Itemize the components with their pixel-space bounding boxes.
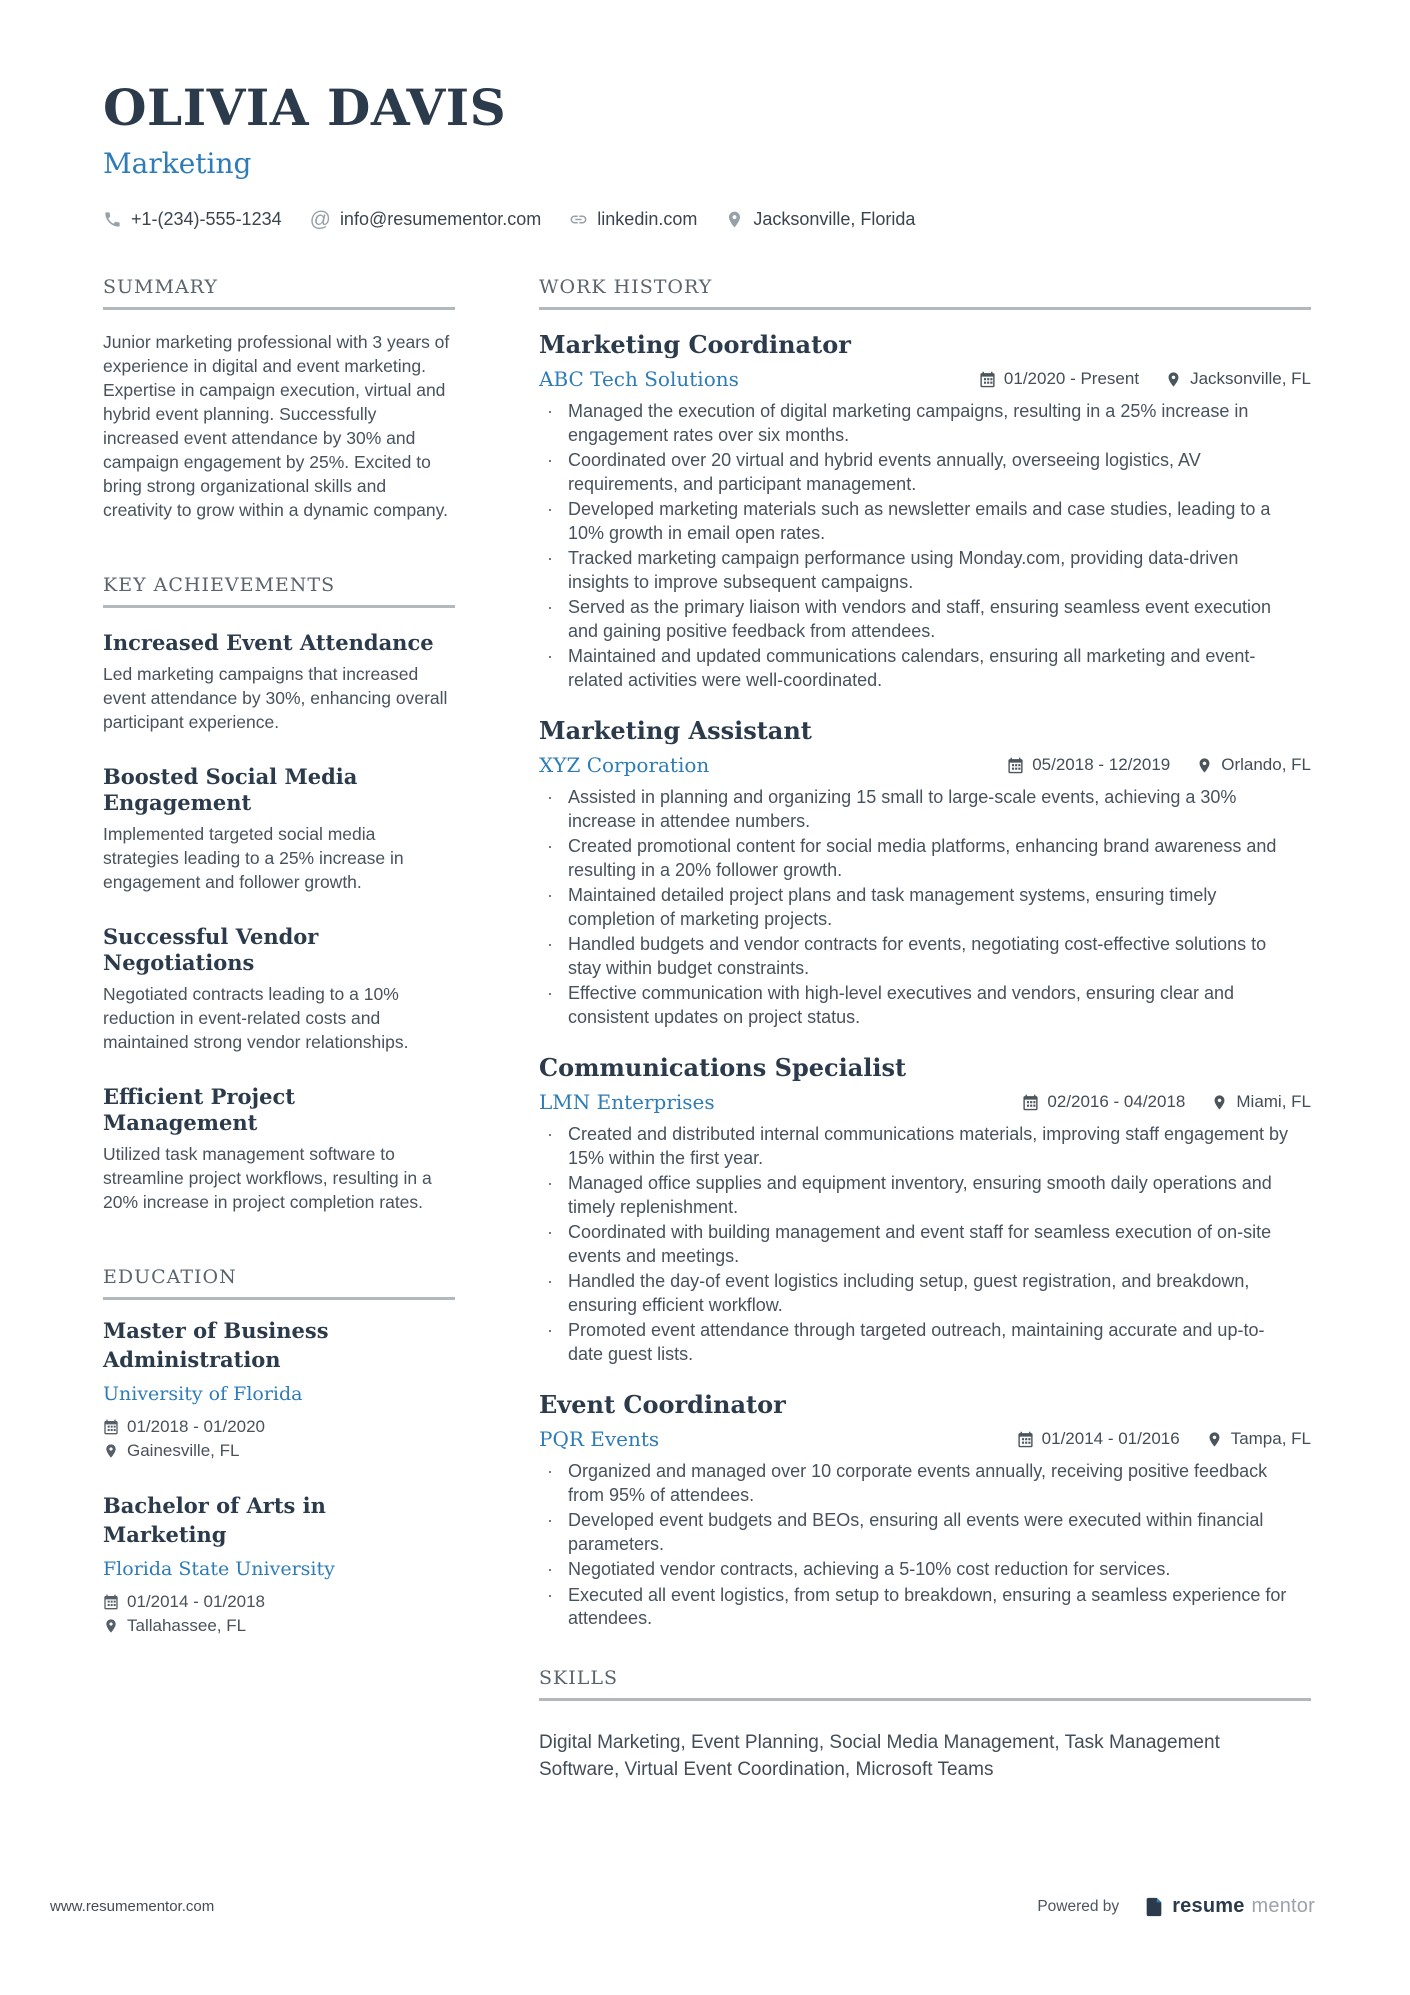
job-meta — [1022, 1092, 1311, 1112]
company-name: XYZ Corporation — [539, 753, 710, 777]
link-icon — [569, 210, 588, 229]
education-list — [103, 1316, 455, 1636]
bullet-dot: · — [547, 401, 553, 421]
job-dates: 01/2020 - Present — [1003, 369, 1140, 388]
bullet-item — [539, 449, 1311, 496]
job-location: Jacksonville, FL — [1190, 369, 1311, 388]
summary-heading: SUMMARY — [103, 276, 455, 310]
calendar-icon — [979, 371, 996, 388]
achievement-text: Negotiated contracts leading to a 10% reduction in event-related costs and maintained strong vendor relationships. — [103, 984, 409, 1052]
degree-title: Master of Business Administration — [103, 1318, 329, 1372]
bullet-item — [539, 933, 1311, 980]
bullet-item — [539, 786, 1311, 833]
bullet-dot: · — [547, 934, 553, 954]
bullet-dot: · — [547, 787, 553, 807]
contact-label: info@resumementor.com — [339, 209, 542, 229]
bullet-text: Maintained detailed project plans and task management systems, ensuring timely completion of marketing projects. — [568, 885, 1217, 929]
contact-label: linkedin.com — [597, 209, 698, 229]
calendar-icon — [103, 1594, 119, 1610]
bullet-item — [539, 1270, 1311, 1317]
job-entry — [539, 330, 1311, 692]
bullet-text: Handled the day-of event logistics including setup, guest registration, and breakdown, ensuring efficient workflow. — [568, 1271, 1250, 1315]
powered-by — [1037, 1895, 1315, 1918]
job-dates-item — [979, 369, 1139, 389]
contact-item-pin — [725, 209, 915, 230]
job-location-item — [1165, 369, 1311, 389]
bullet-text: Created and distributed internal communications materials, improving staff engagement by 15% within the first year. — [568, 1124, 1289, 1168]
bullet-text: Coordinated over 20 virtual and hybrid events annually, overseeing logistics, AV requirements, and participant management. — [568, 450, 1201, 494]
work-history-section — [539, 276, 1311, 1631]
bullet-dot: · — [547, 885, 553, 905]
calendar-icon — [1017, 1431, 1034, 1448]
key-achievements-heading: KEY ACHIEVEMENTS — [103, 574, 455, 608]
education-section — [103, 1266, 455, 1636]
company-row — [539, 752, 1311, 778]
bullet-dot: · — [547, 646, 553, 666]
job-entry — [539, 1053, 1311, 1366]
job-title: Event Coordinator — [539, 1390, 786, 1419]
degree-title: Bachelor of Arts in Marketing — [103, 1493, 326, 1547]
job-location-item — [1211, 1092, 1311, 1112]
job-meta — [1007, 755, 1311, 775]
bullet-item — [539, 1172, 1311, 1219]
bullet-list — [539, 786, 1311, 1029]
education-dates: 01/2014 - 01/2018 — [127, 1592, 266, 1611]
candidate-title: Marketing — [103, 147, 252, 180]
bullet-dot: · — [547, 1173, 553, 1193]
bullet-list — [539, 1123, 1311, 1366]
achievement-title: Efficient Project Management — [103, 1084, 295, 1135]
job-title: Marketing Coordinator — [539, 330, 851, 359]
contact-label: +1-(234)-555-1234 — [131, 209, 282, 229]
bullet-item — [539, 884, 1311, 931]
logo-text-mentor: mentor — [1251, 1895, 1315, 1917]
bullet-item — [539, 1558, 1311, 1582]
job-location: Miami, FL — [1236, 1092, 1311, 1111]
bullet-dot: · — [547, 1320, 553, 1340]
bullet-text: Promoted event attendance through targeted outreach, maintaining accurate and up-to-date guest lists. — [568, 1320, 1265, 1364]
pin-icon — [103, 1618, 119, 1634]
bullet-dot: · — [547, 1124, 553, 1144]
bullet-item — [539, 1221, 1311, 1268]
candidate-name: OLIVIA DAVIS — [103, 78, 507, 137]
pin-icon — [1165, 371, 1182, 388]
school-name: Florida State University — [103, 1558, 335, 1580]
jobs-list — [539, 330, 1311, 1631]
resumementor-logo — [1143, 1895, 1315, 1918]
job-location-item — [1196, 755, 1311, 775]
bullet-item — [539, 1319, 1311, 1366]
education-heading: EDUCATION — [103, 1266, 455, 1300]
location-row — [103, 1615, 455, 1636]
pin-icon — [1196, 757, 1213, 774]
footer-website: www.resumementor.com — [50, 1898, 215, 1915]
summary-section — [103, 276, 455, 522]
bullet-dot: · — [547, 597, 553, 617]
achievement-text: Utilized task management software to streamline project workflows, resulting in a 20% increase in project completion rates. — [103, 1144, 432, 1212]
bullet-item — [539, 1123, 1311, 1170]
bullet-text: Executed all event logistics, from setup to breakdown, ensuring a seamless experience for attendees. — [568, 1584, 1287, 1628]
pin-icon — [1211, 1094, 1228, 1111]
contact-row — [103, 209, 1311, 230]
school-name: University of Florida — [103, 1383, 303, 1405]
resume-header — [103, 80, 1311, 230]
resumementor-logo-icon — [1143, 1896, 1165, 1918]
phone-icon — [103, 210, 122, 229]
calendar-icon — [1022, 1094, 1039, 1111]
pin-icon — [1206, 1431, 1223, 1448]
bullet-text: Negotiated vendor contracts, achieving a 5-10% cost reduction for services. — [568, 1559, 1171, 1579]
bullet-list — [539, 400, 1311, 692]
company-row — [539, 1426, 1311, 1452]
calendar-icon — [1007, 757, 1024, 774]
bullet-text: Served as the primary liaison with vendors and staff, ensuring seamless event execution and gaining positive feedback from attendees. — [568, 597, 1272, 641]
achievement-text: Implemented targeted social media strategies leading to a 25% increase in engagement and follower growth. — [103, 824, 404, 892]
contact-label: Jacksonville, Florida — [753, 209, 916, 229]
education-meta — [103, 1416, 455, 1461]
key-achievements-section — [103, 574, 455, 1214]
left-column — [103, 276, 455, 1783]
summary-text: Junior marketing professional with 3 years of experience in digital and event marketing. Expertise in campaign execution, virtual and hybrid event planning. Successfully increased event attendance by 30% and campaign engagement by 25%. Excited to bring strong organizational skills and creativity to grow within a dynamic company. — [103, 332, 450, 520]
bullet-text: Assisted in planning and organizing 15 small to large-scale events, achieving a 30% increase in attendee numbers. — [568, 787, 1237, 831]
job-title: Communications Specialist — [539, 1053, 907, 1082]
contact-item-link — [569, 209, 697, 230]
achievement-title: Successful Vendor Negotiations — [103, 924, 319, 975]
right-column — [539, 276, 1311, 1783]
achievement-item — [103, 1084, 455, 1214]
job-dates-item — [1017, 1429, 1180, 1449]
contact-item-phone — [103, 209, 282, 230]
at-icon: @ — [309, 208, 331, 231]
logo-text-resume: resume — [1172, 1895, 1245, 1917]
bullet-item — [539, 1584, 1311, 1631]
bullet-item — [539, 835, 1311, 882]
bullet-text: Organized and managed over 10 corporate events annually, receiving positive feedback from 95% of attendees. — [568, 1461, 1268, 1505]
education-dates: 01/2018 - 01/2020 — [127, 1417, 266, 1436]
bullet-dot: · — [547, 983, 553, 1003]
bullet-item — [539, 645, 1311, 692]
bullet-item — [539, 547, 1311, 594]
bullet-text: Created promotional content for social media platforms, enhancing brand awareness and resulting in a 20% follower growth. — [568, 836, 1277, 880]
achievement-title: Boosted Social Media Engagement — [103, 764, 358, 815]
bullet-item — [539, 400, 1311, 447]
bullet-dot: · — [547, 1559, 553, 1579]
skills-section — [539, 1667, 1311, 1783]
company-name: PQR Events — [539, 1427, 660, 1451]
skills-heading: SKILLS — [539, 1667, 1311, 1701]
job-dates: 05/2018 - 12/2019 — [1032, 755, 1171, 774]
bullet-text: Effective communication with high-level executives and vendors, ensuring clear and consistent updates on project status. — [568, 983, 1235, 1027]
achievement-text: Led marketing campaigns that increased event attendance by 30%, enhancing overall participant experience. — [103, 664, 448, 732]
job-location-item — [1206, 1429, 1311, 1449]
company-row — [539, 366, 1311, 392]
location-row — [103, 1440, 455, 1461]
job-dates-item — [1007, 755, 1170, 775]
dates-row — [103, 1416, 455, 1437]
education-entry — [103, 1316, 455, 1461]
education-entry — [103, 1491, 455, 1636]
skills-text: Digital Marketing, Event Planning, Social Media Management, Task Management Software, Virtual Event Coordination, Microsoft Teams — [539, 1731, 1220, 1780]
bullet-item — [539, 596, 1311, 643]
achievement-item — [103, 630, 455, 734]
company-name: LMN Enterprises — [539, 1090, 715, 1114]
bullet-list — [539, 1460, 1311, 1631]
bullet-dot: · — [547, 836, 553, 856]
page-footer — [0, 1895, 1410, 1918]
contact-item-at — [310, 209, 542, 230]
job-location: Orlando, FL — [1221, 755, 1311, 774]
company-name: ABC Tech Solutions — [539, 367, 739, 391]
achievement-item — [103, 764, 455, 894]
dates-row — [103, 1591, 455, 1612]
bullet-dot: · — [547, 1222, 553, 1242]
bullet-item — [539, 498, 1311, 545]
work-history-heading: WORK HISTORY — [539, 276, 1311, 310]
company-row — [539, 1089, 1311, 1115]
bullet-item — [539, 1509, 1311, 1556]
bullet-text: Managed office supplies and equipment inventory, ensuring smooth daily operations and timely replenishment. — [568, 1173, 1272, 1217]
job-title: Marketing Assistant — [539, 716, 812, 745]
achievements-list — [103, 630, 455, 1214]
powered-by-label: Powered by — [1037, 1897, 1120, 1915]
resume-columns — [103, 276, 1311, 1783]
bullet-text: Developed marketing materials such as newsletter emails and case studies, leading to a 10% growth in email open rates. — [568, 499, 1271, 543]
achievement-title: Increased Event Attendance — [103, 630, 434, 655]
pin-icon — [103, 1443, 119, 1459]
job-meta — [1017, 1429, 1311, 1449]
bullet-dot: · — [547, 1271, 553, 1291]
bullet-text: Handled budgets and vendor contracts for events, negotiating cost-effective solutions to stay within budget constraints. — [568, 934, 1267, 978]
bullet-dot: · — [547, 499, 553, 519]
bullet-dot: · — [547, 548, 553, 568]
bullet-text: Managed the execution of digital marketing campaigns, resulting in a 25% increase in engagement rates over six months. — [568, 401, 1249, 445]
job-dates: 01/2014 - 01/2016 — [1041, 1429, 1180, 1448]
bullet-dot: · — [547, 1510, 553, 1530]
pin-icon — [725, 210, 744, 229]
education-location: Gainesville, FL — [127, 1441, 240, 1460]
bullet-item — [539, 982, 1311, 1029]
job-meta — [979, 369, 1311, 389]
job-entry — [539, 1390, 1311, 1631]
bullet-text: Tracked marketing campaign performance using Monday.com, providing data-driven insights to improve subsequent campaigns. — [568, 548, 1239, 592]
education-meta — [103, 1591, 455, 1636]
bullet-text: Coordinated with building management and event staff for seamless execution of on-site events and meetings. — [568, 1222, 1272, 1266]
bullet-dot: · — [547, 1584, 553, 1605]
bullet-text: Maintained and updated communications calendars, ensuring all marketing and event-related activities were well-coordinated. — [568, 646, 1256, 690]
bullet-text: Developed event budgets and BEOs, ensuring all events were executed within financial parameters. — [568, 1510, 1264, 1554]
job-entry — [539, 716, 1311, 1029]
bullet-item — [539, 1460, 1311, 1507]
calendar-icon — [103, 1419, 119, 1435]
job-dates: 02/2016 - 04/2018 — [1047, 1092, 1186, 1111]
job-dates-item — [1022, 1092, 1185, 1112]
education-location: Tallahassee, FL — [127, 1616, 247, 1635]
achievement-item — [103, 924, 455, 1054]
bullet-dot: · — [547, 1461, 553, 1481]
job-location: Tampa, FL — [1230, 1429, 1311, 1448]
bullet-dot: · — [547, 450, 553, 470]
